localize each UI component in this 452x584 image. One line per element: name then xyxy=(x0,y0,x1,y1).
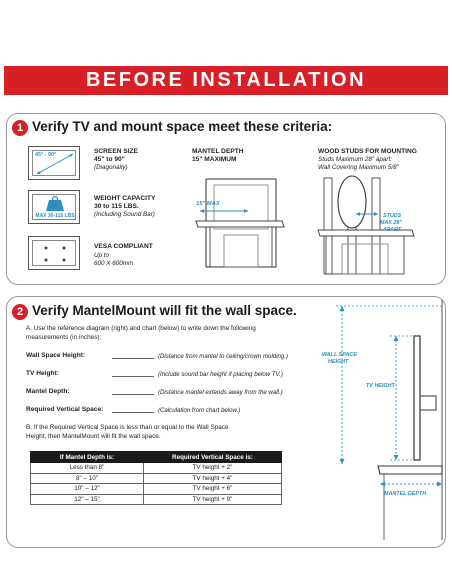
table-header-mantel-depth: If Mantel Depth is: xyxy=(31,452,144,463)
table-row xyxy=(31,473,282,484)
instruction-b-line-1: B. If the Required Vertical Space is less than or equal to the Wall Space xyxy=(26,424,229,431)
mantel-depth-diagram-label: 15" MAX xyxy=(196,201,220,207)
vesa-note-2: 600 X 600mm xyxy=(94,260,134,267)
studs-diagram-label-3: APART xyxy=(383,227,402,233)
studs-diagram-label-2: MAX 28" xyxy=(380,220,403,226)
screen-size-heading: SCREEN SIZE xyxy=(94,148,138,155)
field-note-tv-height: (Include sound bar height if placing below TV.) xyxy=(158,371,283,378)
studs-note-2: Wall Covering Maximum 5/8" xyxy=(318,164,399,171)
field-blank-wall-space[interactable] xyxy=(112,352,154,359)
field-label-tv-height: TV Height: xyxy=(26,370,59,377)
mantel-depth-label: MANTEL DEPTH xyxy=(384,491,427,497)
mantel-depth-max: 15" MAXIMUM xyxy=(192,156,237,163)
table-cell: 12" – 15" xyxy=(31,494,144,505)
step-2-badge: 2 xyxy=(12,304,28,320)
table-cell: TV height + 2" xyxy=(143,463,281,474)
reference-diagram xyxy=(300,300,450,540)
field-note-required-space: (Calculation from chart below.) xyxy=(158,407,241,414)
instruction-b-line-2: Height, then MantelMount will fit the wall space. xyxy=(26,433,161,440)
table-row xyxy=(31,494,282,505)
field-blank-required-space[interactable] xyxy=(112,406,154,413)
step-1-badge: 1 xyxy=(12,120,28,136)
table-cell: TV height + 9" xyxy=(143,494,281,505)
screen-size-note: (Diagonally) xyxy=(94,164,128,171)
instruction-a-line-1: A. Use the reference diagram (right) and chart (below) to write down the following xyxy=(26,325,256,332)
wall-space-label-2: HEIGHT xyxy=(328,359,349,365)
table-cell: 10" – 12" xyxy=(31,484,144,495)
weight-icon-label: MAX 30-115 LBS xyxy=(35,213,75,219)
tv-height-label: TV HEIGHT xyxy=(366,383,395,389)
studs-heading: WOOD STUDS FOR MOUNTING xyxy=(318,148,417,155)
screen-size-range: 45" to 90" xyxy=(94,156,125,163)
weight-note: (Including Sound Bar) xyxy=(94,211,155,218)
table-row xyxy=(31,463,282,474)
studs-note-1: Studs Maximum 28" apart; xyxy=(318,156,392,163)
weight-heading: WEIGHT CAPACITY xyxy=(94,195,156,202)
studs-diagram xyxy=(316,178,426,278)
vertical-space-table xyxy=(30,451,282,505)
mantel-depth-heading: MANTEL DEPTH xyxy=(192,148,244,155)
wall-space-label-1: WALL SPACE xyxy=(322,352,357,358)
table-row xyxy=(31,484,282,495)
field-blank-mantel-depth[interactable] xyxy=(112,388,154,395)
studs-diagram-label-1: STUDS xyxy=(383,213,402,219)
field-label-mantel-depth: Mantel Depth: xyxy=(26,388,70,395)
weight-icon xyxy=(28,190,80,224)
field-label-wall-space: Wall Space Height: xyxy=(26,352,86,359)
table-cell: Less than 8" xyxy=(31,463,144,474)
vesa-note-1: Up to xyxy=(94,252,110,259)
table-header-required-space: Required Vertical Space is: xyxy=(143,452,281,463)
screen-size-icon-label: 45° - 90° xyxy=(35,152,57,158)
table-cell: 8" – 10" xyxy=(31,473,144,484)
instruction-a-line-2: measurements (in inches): xyxy=(26,334,102,341)
step-2-title: Verify MantelMount will fit the wall space. xyxy=(32,303,297,318)
table-cell: TV height + 6" xyxy=(143,484,281,495)
field-note-mantel-depth: (Distance mantel extends away from the wall.) xyxy=(158,389,283,396)
section-banner: BEFORE INSTALLATION xyxy=(4,66,448,95)
vesa-heading: VESA COMPLIANT xyxy=(94,243,153,250)
mantel-depth-diagram xyxy=(188,171,308,281)
table-cell: TV height + 4" xyxy=(143,473,281,484)
screen-size-icon xyxy=(28,146,80,180)
field-note-wall-space: (Distance from mantel to ceiling/crown molding.) xyxy=(158,353,289,360)
field-blank-tv-height[interactable] xyxy=(112,370,154,377)
step-1-title: Verify TV and mount space meet these criteria: xyxy=(32,119,333,134)
field-label-required-space: Required Vertical Space: xyxy=(26,406,104,413)
weight-range: 30 to 115 LBS. xyxy=(94,203,139,210)
vesa-icon xyxy=(28,236,80,270)
